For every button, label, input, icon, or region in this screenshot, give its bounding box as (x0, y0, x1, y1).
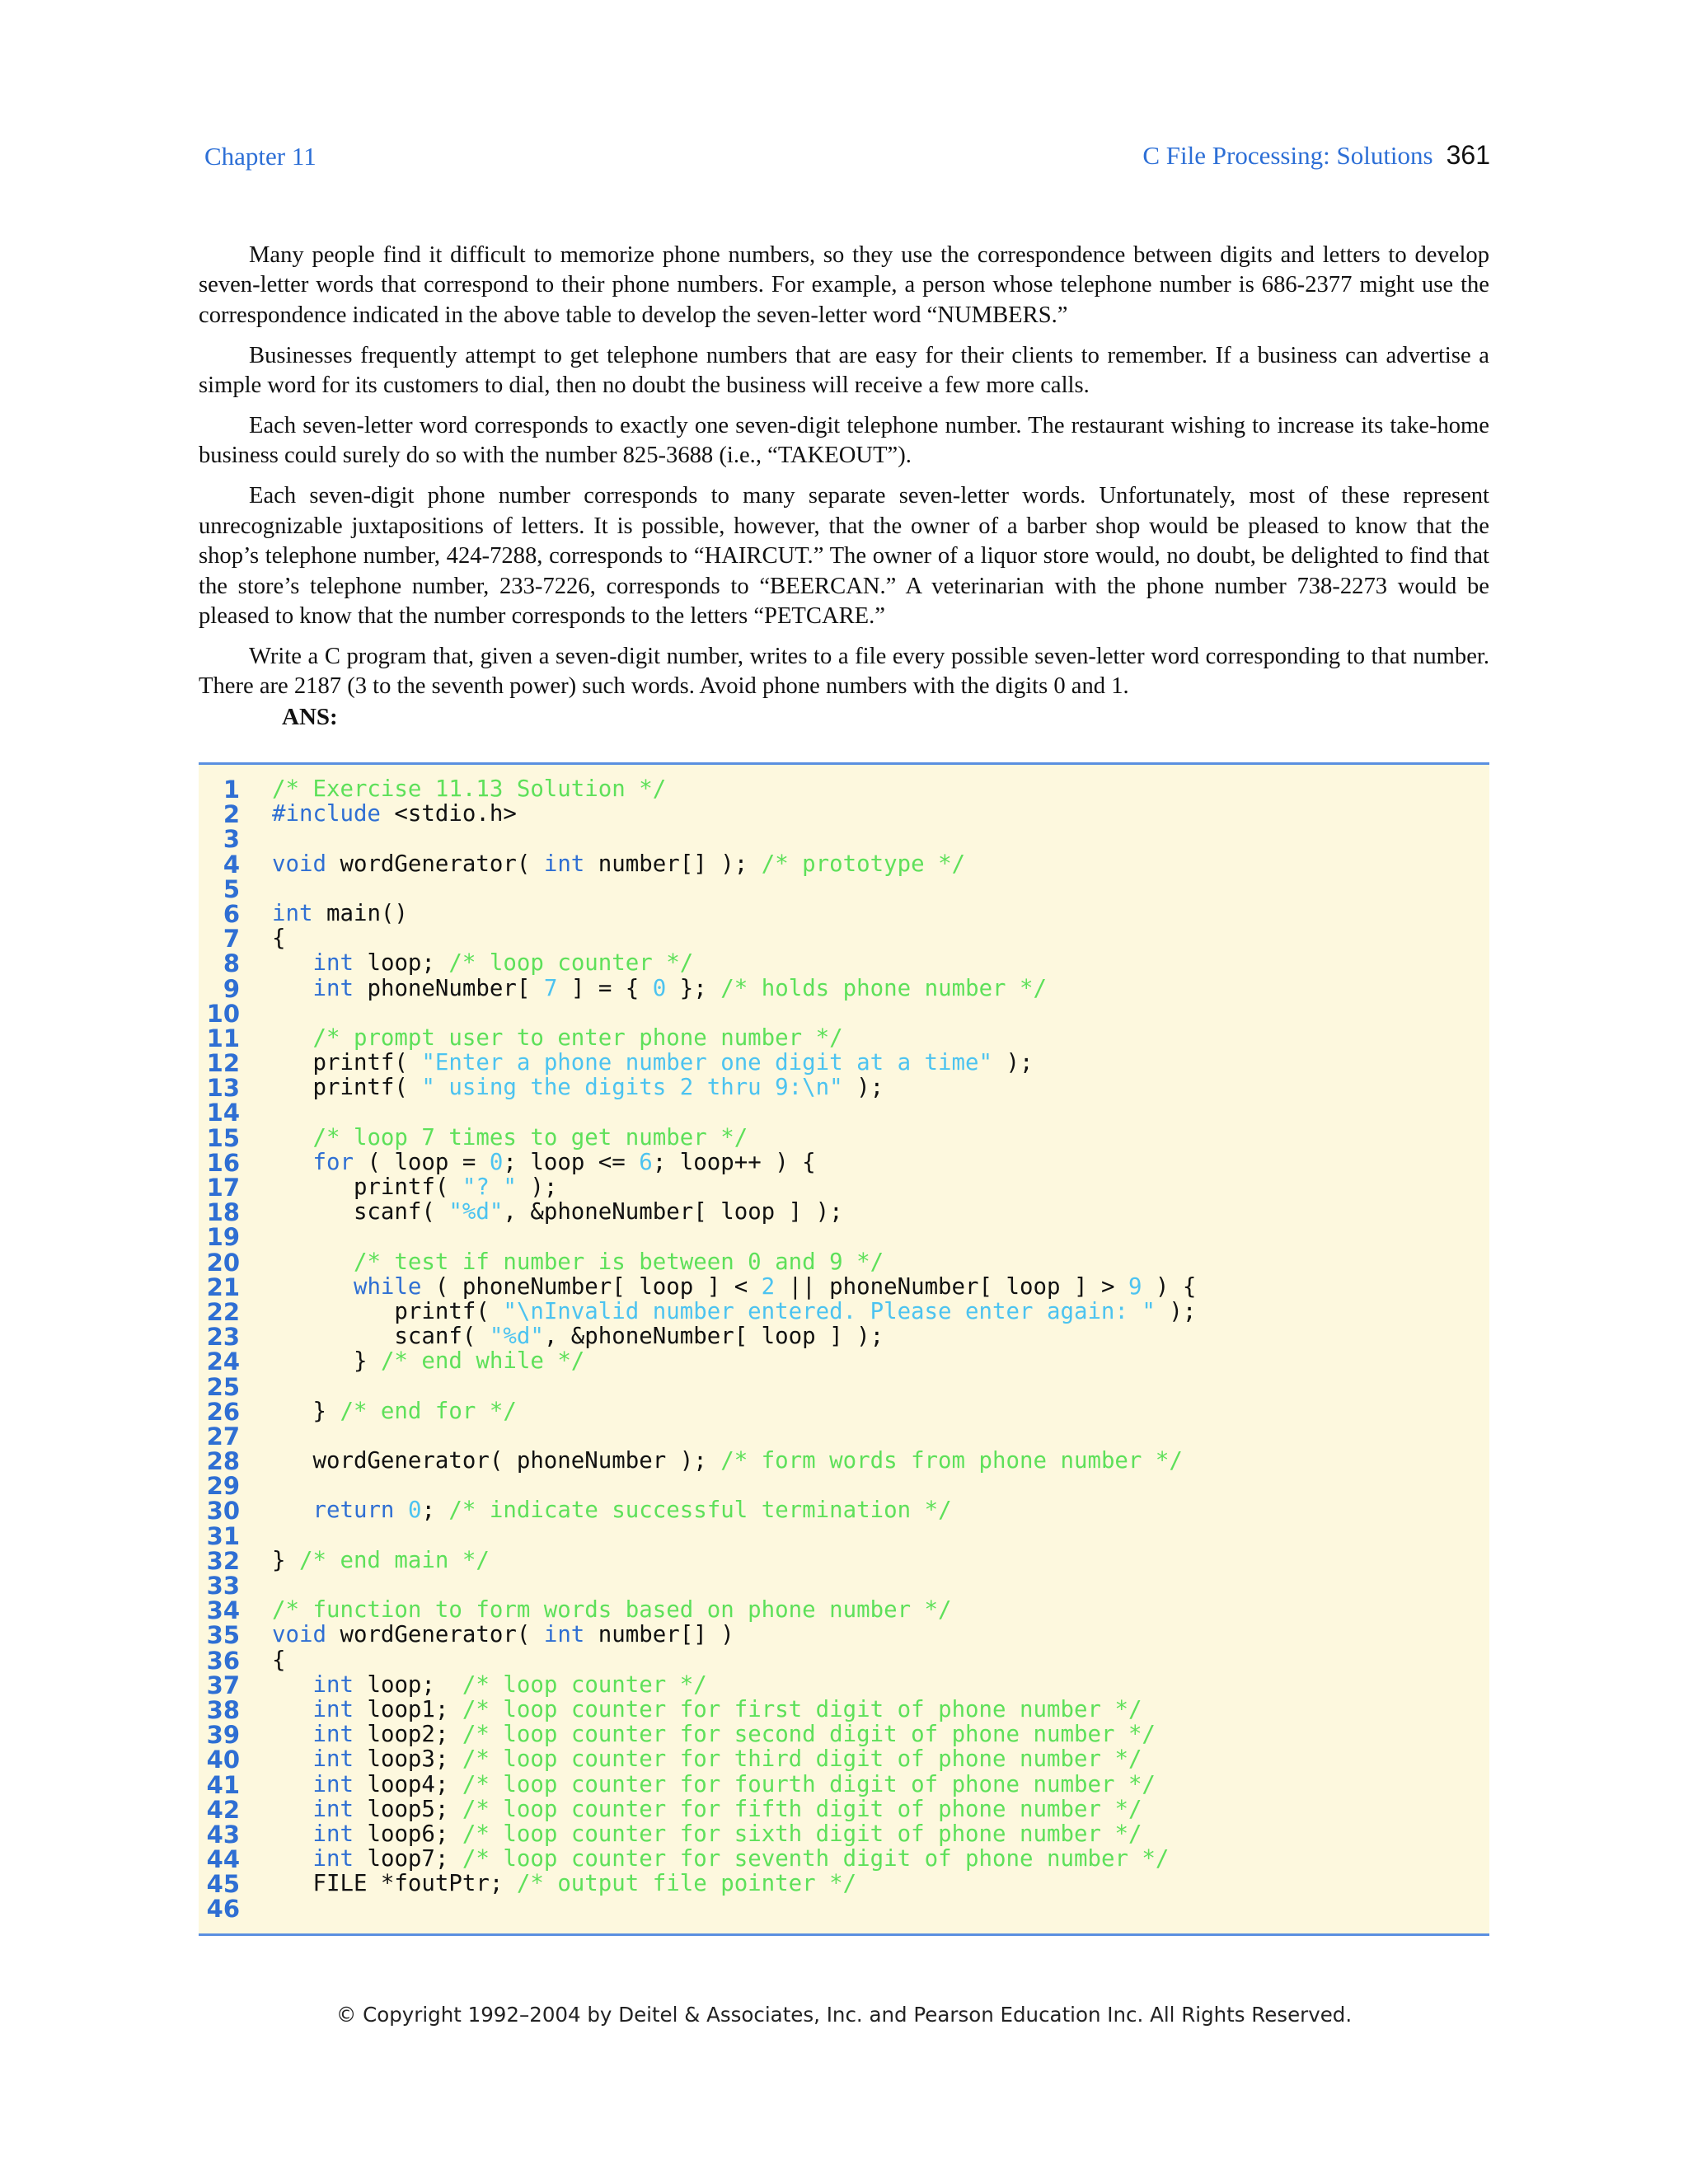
line-number: 15 (206, 1123, 240, 1152)
line-number: 9 (223, 974, 240, 1003)
code-token: "? " (462, 1174, 517, 1200)
code-token: /* indicate successful termination */ (448, 1497, 952, 1524)
code-text (272, 1673, 707, 1698)
code-token: /* loop counter for first digit of phone number */ (462, 1696, 1142, 1722)
code-line (199, 1074, 1489, 1103)
code-token: " using the digits 2 thru 9:\n" (421, 1075, 843, 1101)
code-token: { (272, 926, 286, 952)
code-token: ) { (1142, 1273, 1197, 1300)
code-line (199, 1648, 1489, 1673)
code-token: int (543, 1622, 585, 1648)
body-text (199, 241, 1489, 732)
code-token: <stdio.h> (380, 801, 517, 827)
code-line (199, 1449, 1489, 1474)
line-number: 7 (223, 925, 240, 954)
code-token: ); (992, 1050, 1034, 1076)
code-line (199, 1026, 1489, 1051)
code-token: scanf( (272, 1199, 449, 1226)
code-token (272, 1722, 312, 1747)
code-token: "%d" (448, 1199, 504, 1226)
line-number: 35 (206, 1621, 240, 1650)
code-token: loop2; (353, 1722, 462, 1748)
code-text (272, 1722, 1156, 1747)
line-number: 18 (206, 1198, 240, 1227)
code-token: "Enter a phone number one digit at a time" (421, 1050, 993, 1076)
section-title: C File Processing: Solutions (1142, 141, 1433, 170)
code-token: /* loop counter for sixth digit of phone number */ (462, 1821, 1142, 1847)
code-token: for (312, 1149, 354, 1175)
code-line (199, 874, 1489, 903)
line-number: 12 (206, 1049, 240, 1078)
code-token: 0 (489, 1149, 504, 1175)
code-token: loop5; (353, 1796, 462, 1822)
code-token (272, 1497, 312, 1523)
code-token: main() (312, 900, 408, 926)
line-number: 46 (206, 1895, 240, 1924)
code-token: int (312, 1722, 354, 1748)
code-token: /* output file pointer */ (516, 1871, 857, 1897)
code-token: loop; (353, 950, 449, 977)
code-line (199, 1546, 1489, 1575)
code-text (272, 1648, 286, 1673)
chapter-label: Chapter 11 (204, 142, 316, 171)
code-line (199, 1250, 1489, 1275)
paragraph: Many people find it difficult to memorize phone numbers, so they use the correspondence between digits and letters to develop seven-letter words that correspond to their phone numbers. For example, a person whose telephone number is 686-2377 might use the correspondence indicated in the above table to develop the seven-letter word “NUMBERS.” (199, 242, 1489, 328)
code-line (199, 1673, 1489, 1698)
code-token: printf( (272, 1075, 422, 1101)
code-line (199, 1472, 1489, 1501)
line-number: 32 (206, 1546, 240, 1575)
code-token: loop6; (353, 1821, 462, 1847)
code-line (199, 1847, 1489, 1872)
page-header-right (1142, 140, 1490, 171)
code-token (272, 950, 312, 976)
code-line (199, 1399, 1489, 1424)
code-line (199, 1497, 1489, 1526)
code-text (272, 1324, 884, 1349)
line-number: 23 (206, 1323, 240, 1352)
code-token: ; loop <= (503, 1149, 640, 1175)
code-token: /* prompt user to enter phone number */ (312, 1024, 843, 1051)
answer-label: ANS: (282, 703, 338, 730)
code-token: ] = { (557, 975, 653, 1001)
code-token: printf( (272, 1298, 504, 1324)
code-text (272, 1847, 1169, 1872)
code-line (199, 1721, 1489, 1750)
code-token (272, 976, 312, 1001)
code-token: "%d" (489, 1324, 544, 1350)
code-token: int (312, 950, 354, 977)
code-token: /* end while */ (380, 1348, 585, 1375)
code-line (199, 1870, 1489, 1899)
code-line (199, 1200, 1489, 1225)
code-line (199, 802, 1489, 827)
line-number: 31 (206, 1521, 240, 1550)
code-token: /* test if number is between 0 and 9 */ (353, 1249, 884, 1275)
code-token: int (312, 1671, 354, 1698)
copyright-footer: © Copyright 1992–2004 by Deitel & Associates, Inc. and Pearson Education Inc. All Rights Reserved. (335, 2003, 1353, 2027)
code-token: wordGenerator( (326, 1622, 544, 1648)
code-token: { (272, 1647, 286, 1673)
line-number: 21 (206, 1272, 240, 1301)
code-line (199, 974, 1489, 1003)
line-number: 5 (223, 874, 240, 903)
line-number: 20 (206, 1248, 240, 1277)
code-text (272, 1026, 843, 1051)
line-number: 8 (223, 949, 240, 978)
code-token: loop; (353, 1671, 462, 1698)
code-token: wordGenerator( (326, 851, 544, 877)
line-number: 33 (206, 1572, 240, 1600)
code-token: /* form words from phone number */ (720, 1448, 1183, 1474)
code-token (272, 1746, 312, 1772)
code-line (199, 1770, 1489, 1799)
code-token: loop1; (353, 1696, 462, 1722)
code-text (272, 1498, 952, 1523)
code-text (272, 1399, 517, 1424)
code-text (272, 1300, 1196, 1324)
line-number: 41 (206, 1770, 240, 1799)
code-token: loop3; (353, 1746, 462, 1773)
code-token: /* end main */ (298, 1547, 490, 1573)
line-number: 40 (206, 1746, 240, 1774)
code-token: ; loop++ ) { (652, 1149, 816, 1175)
code-token: /* function to form words based on phone number */ (272, 1597, 952, 1624)
code-token: 6 (639, 1149, 653, 1175)
code-line (199, 1895, 1489, 1924)
code-text (272, 926, 286, 951)
code-token: ); (842, 1075, 884, 1101)
paragraph: Businesses frequently attempt to get telephone numbers that are easy for their clients to remember. If a business can advertise a simple word for its customers to dial, then no doubt the business will receive a few more calls. (199, 342, 1489, 399)
line-number: 3 (223, 825, 240, 854)
code-token: /* loop counter */ (448, 950, 694, 977)
code-line (199, 1148, 1489, 1177)
code-token: void (272, 851, 326, 877)
code-token: number[] ) (584, 1622, 734, 1648)
line-number: 38 (206, 1695, 240, 1724)
code-token: , &phoneNumber[ loop ] ); (503, 1199, 843, 1226)
code-token: wordGenerator( phoneNumber ); (272, 1448, 721, 1474)
line-number: 43 (206, 1820, 240, 1849)
code-token: 0 (407, 1497, 422, 1524)
code-text (272, 777, 666, 802)
line-number: 24 (206, 1347, 240, 1376)
code-token (272, 1797, 312, 1822)
code-token: int (312, 1821, 354, 1847)
code-token: /* loop counter for second digit of phone number */ (462, 1722, 1156, 1748)
code-line (199, 1297, 1489, 1326)
code-token: int (272, 900, 313, 926)
code-line (199, 1100, 1489, 1125)
code-token: loop4; (353, 1771, 462, 1797)
line-number: 25 (206, 1372, 240, 1401)
code-line (199, 1797, 1489, 1822)
code-token: }; (666, 975, 721, 1001)
paragraph: Each seven-digit phone number corresponds to many separate seven-letter words. Unfortunately, most of these represent unrecognizable juxtapositions of letters. It is possible, however, that the owner of a barber shop would be pleased to know that the shop’s telephone number, 424-7288, corresponds to “HAIRCUT.” The owner of a liquor store would, no doubt, be delighted to find that the store’s telephone number, 233-7226, corresponds to “BEERCAN.” A veterinarian with the phone number 738-2273 would be pleased to know that the number corresponds to the letters “PETCARE.” (199, 483, 1489, 629)
code-line (199, 1001, 1489, 1026)
line-number: 37 (206, 1671, 240, 1699)
line-number: 17 (206, 1174, 240, 1202)
code-token: int (312, 1696, 354, 1722)
line-number: 2 (223, 800, 240, 829)
code-token (272, 1274, 354, 1300)
code-token: number[] ); (584, 851, 762, 877)
code-token: /* loop counter */ (462, 1671, 707, 1698)
code-token: int (312, 975, 354, 1001)
code-text (272, 1598, 952, 1623)
code-line (199, 852, 1489, 877)
code-token (272, 1772, 312, 1797)
code-line (199, 1051, 1489, 1076)
code-line (199, 1424, 1489, 1449)
code-text (272, 1151, 816, 1175)
line-number: 14 (206, 1099, 240, 1127)
code-token: /* loop counter for third digit of phone number */ (462, 1746, 1142, 1773)
code-text (272, 1773, 1156, 1797)
code-token: "\nInvalid number entered. Please enter again: " (503, 1298, 1156, 1324)
code-text (272, 1051, 1034, 1076)
code-line (199, 1123, 1489, 1152)
line-number: 34 (206, 1596, 240, 1625)
code-text (272, 1250, 884, 1275)
code-line (199, 825, 1489, 854)
code-text (272, 1822, 1142, 1847)
code-line (199, 1223, 1489, 1252)
line-number: 36 (206, 1646, 240, 1675)
line-number: 22 (206, 1297, 240, 1326)
code-token (272, 1150, 312, 1175)
code-line (199, 925, 1489, 954)
code-text (272, 1200, 843, 1225)
code-line (199, 1822, 1489, 1847)
paragraph: Each seven-letter word corresponds to exactly one seven-digit telephone number. The restaurant wishing to increase its take-home business could surely do so with the number 825-3688 (i.e., “TAKEOUT”). (199, 413, 1489, 469)
code-text (272, 977, 1047, 1001)
code-token: while (353, 1273, 422, 1300)
code-token: 2 (761, 1273, 776, 1300)
line-number: 4 (223, 850, 240, 879)
code-token (272, 1846, 312, 1872)
code-token: } (272, 1547, 299, 1573)
code-token: printf( (272, 1050, 422, 1076)
code-token (394, 1497, 408, 1523)
code-token: int (312, 1796, 354, 1822)
line-number: 39 (206, 1721, 240, 1750)
code-token: int (312, 1846, 354, 1872)
line-number: 11 (206, 1024, 240, 1052)
code-token: int (312, 1746, 354, 1773)
code-token: ); (1155, 1298, 1197, 1324)
code-token: || phoneNumber[ loop ] > (775, 1273, 1128, 1300)
code-token: /* prototype */ (761, 851, 966, 877)
code-token: ; (421, 1497, 449, 1524)
paragraph: Write a C program that, given a seven-digit number, writes to a file every possible seven-letter word corresponding to that number. There are 2187 (3 to the seventh power) such words. Avoid phone numbers with the digits 0 and 1. (199, 643, 1489, 700)
code-line (199, 1747, 1489, 1772)
code-line (199, 1695, 1489, 1724)
code-text (272, 1549, 490, 1573)
code-text (272, 1747, 1142, 1772)
code-token: int (312, 1771, 354, 1797)
code-text (272, 1797, 1142, 1822)
code-line (199, 1323, 1489, 1352)
code-token (272, 1697, 312, 1722)
code-text (272, 1275, 1196, 1300)
code-token: ( loop = (353, 1149, 490, 1175)
line-number: 6 (223, 899, 240, 928)
code-line (199, 951, 1489, 976)
code-line (199, 1372, 1489, 1401)
code-token: FILE *foutPtr; (272, 1871, 517, 1897)
code-token: /* end for */ (340, 1398, 517, 1424)
code-line (199, 1349, 1489, 1374)
code-token: #include (272, 801, 381, 827)
line-number: 30 (206, 1497, 240, 1526)
code-token: ( phoneNumber[ loop ] < (421, 1273, 762, 1300)
line-number: 44 (206, 1845, 240, 1874)
code-text (272, 1076, 884, 1100)
line-number: 45 (206, 1870, 240, 1899)
code-token: scanf( (272, 1324, 490, 1350)
code-text (272, 852, 965, 877)
line-number: 27 (206, 1422, 240, 1451)
code-token: int (543, 851, 585, 877)
code-text (272, 1175, 557, 1200)
code-text (272, 1349, 584, 1374)
code-token: , &phoneNumber[ loop ] ); (543, 1324, 884, 1350)
code-token: ); (516, 1174, 558, 1200)
code-line (199, 1175, 1489, 1200)
code-line (199, 1598, 1489, 1623)
code-token: 0 (652, 975, 667, 1001)
code-token: loop7; (353, 1846, 462, 1872)
code-token: phoneNumber[ (353, 975, 544, 1001)
code-token: /* loop counter for fourth digit of phone number */ (462, 1771, 1156, 1797)
code-text (272, 1698, 1142, 1722)
line-number: 29 (206, 1472, 240, 1501)
code-token (272, 1821, 312, 1847)
line-number: 1 (223, 776, 240, 804)
code-line (199, 1621, 1489, 1650)
line-number: 19 (206, 1223, 240, 1252)
code-text (272, 802, 517, 827)
code-token (272, 1249, 354, 1275)
code-text (272, 1126, 748, 1151)
code-token (272, 1672, 312, 1698)
code-token (272, 1125, 312, 1151)
code-token: printf( (272, 1174, 462, 1200)
code-line (199, 1521, 1489, 1550)
code-line (199, 1272, 1489, 1301)
code-token: /* loop 7 times to get number */ (312, 1124, 748, 1151)
code-line (199, 899, 1489, 928)
code-token (272, 1025, 312, 1051)
code-line (199, 777, 1489, 802)
code-token: 7 (543, 975, 558, 1001)
line-number: 26 (206, 1397, 240, 1426)
code-token: /* loop counter for seventh digit of phone number */ (462, 1846, 1170, 1872)
code-token: /* holds phone number */ (720, 975, 1048, 1001)
line-number: 10 (206, 999, 240, 1028)
code-text (272, 1872, 856, 1896)
line-number: 13 (206, 1074, 240, 1103)
code-token: 9 (1128, 1273, 1142, 1300)
code-text (272, 951, 693, 976)
code-text (272, 1623, 734, 1647)
code-token: } (272, 1398, 340, 1424)
line-number: 16 (206, 1148, 240, 1177)
page-number: 361 (1446, 140, 1490, 170)
code-token: /* Exercise 11.13 Solution */ (272, 776, 667, 802)
code-token: } (272, 1348, 381, 1375)
line-number: 28 (206, 1447, 240, 1476)
code-listing (199, 762, 1489, 1936)
code-line (199, 1573, 1489, 1598)
code-token: /* loop counter for fifth digit of phone number */ (462, 1796, 1142, 1822)
code-token: return (312, 1497, 395, 1524)
code-text (272, 902, 408, 926)
code-token: void (272, 1622, 326, 1648)
line-number: 42 (206, 1795, 240, 1824)
code-text (272, 1449, 1183, 1474)
code-lines (199, 777, 1489, 1922)
